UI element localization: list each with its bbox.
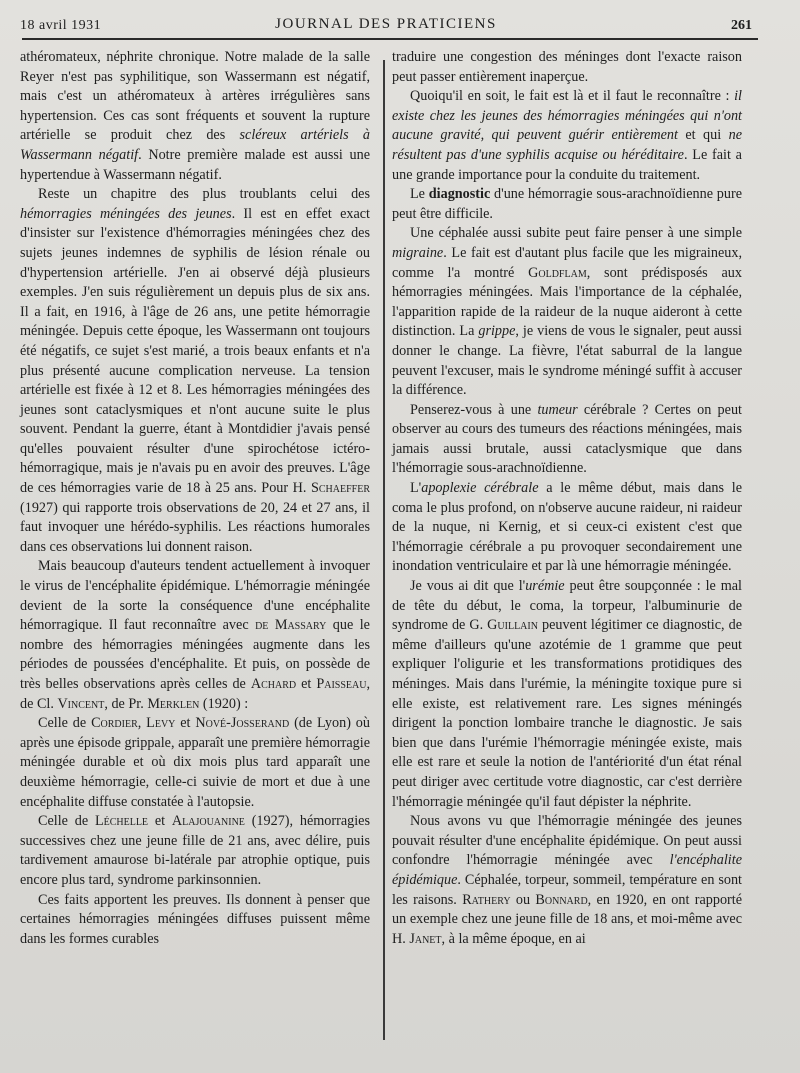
paragraph [20,48,370,185]
paragraph [20,812,370,890]
text-run: Reste un chapitre des plus troublants celui des [38,186,370,203]
text-run: , de Cl. [20,676,370,712]
paragraph [392,479,742,577]
text-run: , à la même époque, en ai [441,930,586,947]
author-name: Levy [146,715,176,732]
author-name: de Massary [255,617,327,634]
author-name: Cordier [91,715,138,732]
emphasis-text: l'encéphalite épidémique [392,852,742,888]
text-run: Penserez-vous à une [410,401,538,418]
text-run: L' [410,480,422,497]
right-column [392,48,742,1063]
text-run: et [148,813,172,830]
paragraph [392,401,742,479]
author-name: Bonnard [535,891,588,908]
emphasis-text: urémie [525,578,565,595]
text-run: Celle de [38,813,95,830]
text-run: . Céphalée, torpeur, sommeil, température en sont les raisons. [392,871,742,908]
journal-title: JOURNAL DES PRATICIENS [275,16,497,32]
emphasis-text: scléreux artériels à Wassermann négatif [20,127,370,163]
paragraph [392,812,742,949]
text-run: Une céphalée aussi subite peut faire penser à une simple [410,225,742,242]
text-run: et [296,676,317,692]
text-run: traduire une congestion des méninges dont l'exacte raison peut passer entièrement inaperçue. [392,49,742,85]
text-run: Je vous ai dit que l' [410,578,526,595]
running-header [20,14,752,38]
text-run: que le nombre des hémorragies méningées augmente dans les périodes de poussées d'encéphalite. Et puis, on possède de très belles observations après celles de [20,617,370,692]
text-run: (1927), hémorragies successives chez une jeune fille de 21 ans, avec délire, puis tardivement amaurose bi-latérale par atrophie optique, puis encore plus tard, syndrome parkinsonnien. [20,813,370,888]
author-name: Rathery [462,891,511,908]
text-run: athéromateux, néphrite chronique. Notre malade de la salle Reyer n'est pas syphilitique, son Wassermann est négatif, mais c'est un athéromateux à artères irrégulières sans hypertension. Ces cas sont fréquents et souvent la rupture artérielle se produit chez des [20,49,370,144]
text-run: (1927) qui rapporte trois observations de 20, 24 et 27 ans, il faut invoquer une hérédo-syphilis. Les réactions humorales dans ces observations lui donnent raison. [20,499,370,555]
paragraph [392,87,742,185]
emphasis-text: hémorragies méningées des jeunes [20,205,232,222]
left-column [20,48,370,1063]
text-run: (de Lyon) où après une épisode grippale, apparaît une première hémorragie méningée durable et où dix mois plus tard apparaît une deuxième hémorragie, celle-ci suivie de mort et due à une encéphalite diffuse constatée à l'autopsie. [20,715,370,810]
paragraph [392,48,742,87]
text-run: . Notre première malade est aussi une hypertendue à Wassermann négatif. [20,146,371,183]
author-name: Vincent [57,695,105,712]
author-name: Goldflam [528,264,587,281]
author-name: Guillain [487,617,538,634]
page-number: 261 [731,18,752,33]
text-run: Quoiqu'il en soit, le fait est là et il faut le reconnaître : [410,88,735,105]
text-run: , en 1920, en ont rapporté un exemple chez une jeune fille de 18 ans, et moi-même avec H. [392,891,743,947]
text-run: peut être soupçonnée : le mal de tête du début, le coma, la torpeur, l'albuminurie de syndrome de G. [392,578,742,634]
paragraph [20,714,370,812]
text-run: cérébrale ? Certes on peut observer au cours des tumeurs des réactions méningées, mais jamais aussi brutale, aussi cataclysmique que dans l'hémorragie sous-arachnoïdienne. [392,401,742,477]
author-name: Janet [409,930,442,947]
emphasis-text: grippe [478,323,516,340]
text-run: diagnostic [428,186,491,203]
text-run: Nous avons vu que l'hémorragie méningée des jeunes pouvait résulter d'une encéphalite épidémique. On peut aussi confondre l'hémorragie méningée avec [392,813,742,869]
emphasis-text: tumeur [537,401,578,418]
author-name: Léchelle [94,813,149,830]
text-run: . Le fait est d'autant plus facile que les migraineux, comme l'a montré [392,244,742,281]
paragraph [20,891,370,950]
text-run: , [137,715,147,732]
text-run: et [175,715,196,732]
author-name: Merklen [147,695,200,712]
paragraph [392,577,742,812]
emphasis-text: ne résultent pas d'une syphilis acquise ou héréditaire [392,127,743,163]
issue-date: 18 avril 1931 [20,18,102,33]
text-run: , sont prédisposés aux hémorragies méningées. Mais l'importance de la céphalée, l'apparition rapide de la raideur de la nuque aideront à cette distinction. La [392,264,742,340]
author-name: Paisseau [316,676,367,692]
text-run: , je viens de vous le signaler, peut aussi donner le change. La fièvre, l'état saburral de la langue peuvent l'excuser, mais le syndrome méningé suffit à accuser la différence. [392,323,742,399]
emphasis-text: il existe chez les jeunes des hémorragies méningées qui n'ont aucune gravité, qui peuvent guérir entièrement [392,88,742,144]
text-run: et qui [677,127,729,144]
paragraph [392,185,742,224]
paragraph [392,224,742,400]
emphasis-text: migraine [392,244,444,261]
text-run: ou [510,891,536,908]
column-divider [383,60,385,1040]
text-run: . Le fait a une grande importance pour la conduite du traitement. [392,146,742,183]
text-run: Le [410,186,429,203]
paragraph [20,185,370,557]
text-run: d'une hémorragie sous-arachnoïdienne pure peut être difficile. [392,186,742,222]
author-name: Schaeffer [310,480,370,497]
header-rule [22,38,758,40]
text-run: Celle de [38,715,92,732]
text-run: . Il est en effet exact d'insister sur l'existence d'hémorragies méningées chez des sujets jeunes indemnes de syphilis de lésion rénale ou d'hypertension artérielle. J'en ai observé déjà plusieurs exemples. J'en suis régulièrement un depuis plus de six ans. Il a fait, en 1916, à l'âge de 26 ans, une petite hémorragie méningée. Depuis cette époque, les Wassermann ont toujours été négatifs, ce sujet s'est marié, a trois beaux enfants et n'a plus présenté aucune complication nerveuse. La tension artérielle est fixée à 12 et 8. Les hémorragies méningées des jeunes sont cataclysmiques et n'ont aucune suite le plus souvent. Pendant la guerre, étant à Montdidier j'avais pensé qu'elles pouvaient résulter d'une spirochétose ictéro-hémorragique, mais je n'avais pu en avoir des preuves. L'âge de ces hémorragies varie de 18 à 25 ans. Pour H. [20,205,370,497]
text-run: (1920) : [199,695,249,712]
text-run: Ces faits apportent les preuves. Ils donnent à penser que certaines hémorragies méningées diffuses puissent même dans les formes curables [20,891,370,947]
text-run: a le même début, mais dans le coma le plus profond, on n'observe aucune raideur, ni raideur de la nuque, ni Kernig, et si ceux-ci existent c'est que l'hémorragie cérébrale a pu provoquer secondairement une inondation ventriculaire et par là une hémorragie méningée. [392,480,743,575]
emphasis-text: apoplexie cérébrale [421,480,539,497]
author-name: Nové-Josserand [195,715,290,732]
text-run: peuvent légitimer ce diagnostic, de même d'ailleurs qu'une azotémie de 1 gramme que peut expliquer l'oligurie et les transformations protidiques des méninges. Mais dans l'urémie, la méningite toxique pure si elle existe, est relativement rare. Les signes méningés dirigent la ponction lombaire tranche le diagnostic. Je sais bien que dans l'urémie l'hémorragie méningée existe, mais elle est rare et seule la notion de l'antériorité d'un état rénal peut diriger avec certitude votre diagnostic, car c'est derrière l'hémorragie méningée qu'il faut dépister la néphrite. [392,617,742,810]
author-name: Achard [250,676,297,692]
author-name: Alajouanine [171,813,245,830]
text-run: Mais beaucoup d'auteurs tendent actuellement à invoquer le virus de l'encéphalite épidémique. L'hémorragie méningée devient de la sorte la conséquence d'une encéphalite hémorragique. Il faut reconnaître avec [20,558,370,634]
paragraph [20,557,370,714]
text-run: , de Pr. [104,695,148,712]
